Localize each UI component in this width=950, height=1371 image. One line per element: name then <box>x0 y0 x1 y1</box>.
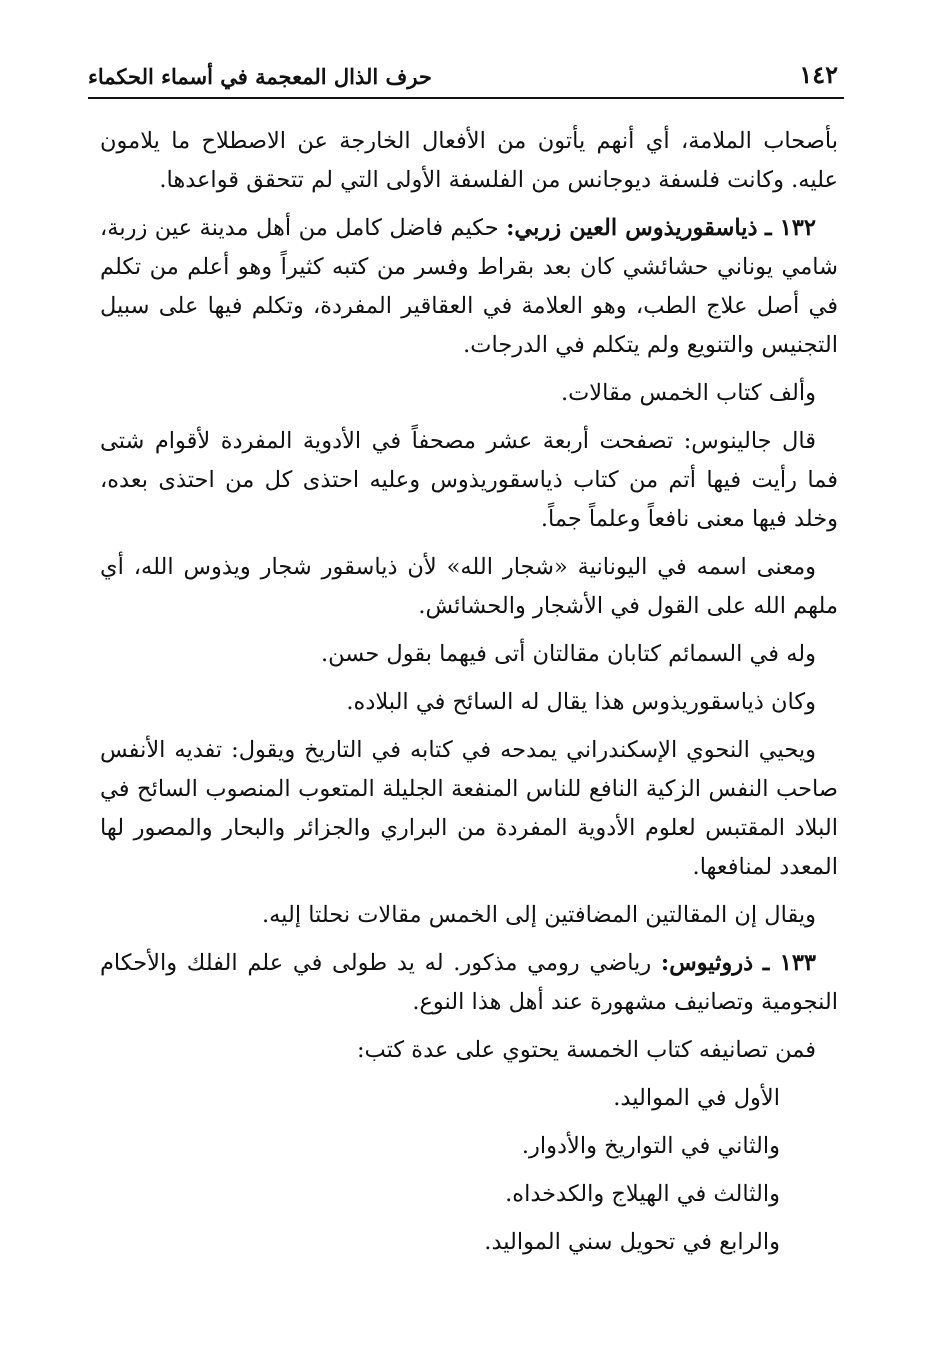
paragraph <box>100 683 838 722</box>
paragraph <box>100 548 838 626</box>
paragraph <box>100 422 838 539</box>
list-item: والثاني في التواريخ والأدوار. <box>521 1133 780 1159</box>
paragraph-text: قال جالينوس: تصفحت أربعة عشر مصحفاً في الأدوية المفردة لأقوام شتى فما رأيت فيها أتم من كتاب ذياسقوريذوس وعليه احتذى كل من احتذى بعده، وخلد فيها معنى نافعاً وعلماً جماً. <box>100 428 838 532</box>
paragraph <box>100 731 838 887</box>
paragraph <box>100 374 838 413</box>
page-number: ١٤٢ <box>799 60 838 89</box>
running-header <box>88 55 844 99</box>
paragraph <box>100 635 838 674</box>
paragraph <box>100 122 838 200</box>
paragraph-text: فمن تصانيفه كتاب الخمسة يحتوي على عدة كتب: <box>356 1037 816 1063</box>
paragraph-text: وكان ذياسقوريذوس هذا يقال له السائح في البلاده. <box>346 689 816 715</box>
paragraph-text: ومعنى اسمه في اليونانية «شجار الله» لأن ذياسقور شجار ويذوس الله، أي ملهم الله على القول في الأشجار والحشائش. <box>100 554 838 619</box>
list-item: والثالث في الهيلاج والكدخداه. <box>505 1181 780 1207</box>
page-body <box>100 122 838 1271</box>
list-item: الأول في المواليد. <box>613 1085 780 1111</box>
paragraph <box>100 1031 838 1070</box>
entry-number: ١٣٢ ـ <box>764 215 816 241</box>
paragraph-text: حكيم فاضل كامل من أهل مدينة عين زربة، شامي يوناني حشائشي كان بعد بقراط وفسر من كتبه كثيراً وهو أعلم من تكلم في أصل علاج الطب، وهو العلامة في العقاقير المفردة، وتكلم فيها على سبيل التجنيس والتنويع ولم يتكلم في الدرجات. <box>100 215 838 358</box>
paragraph-text: ويحيي النحوي الإسكندراني يمدحه في كتابه في التاريخ ويقول: تفديه الأنفس صاحب النفس الزكية النافع للناس المنفعة الجليلة المتعوب المنصوب السائح في البلاد المقتبس لعلوم الأدوية المفردة من البراري والجزائر والبحار والمصور لها المعدد لمنافعها. <box>100 737 838 880</box>
paragraph-text: رياضي رومي مذكور. له يد طولى في علم الفلك والأحكام النجومية وتصانيف مشهورة عند أهل هذا النوع. <box>100 950 838 1015</box>
entry-paragraph <box>100 209 838 365</box>
entry-title: ذياسقوريذوس العين زربي: <box>506 215 758 241</box>
entry-paragraph <box>100 944 838 1022</box>
entry-title: ذروثيوس: <box>660 950 754 976</box>
paragraph-text: وله في السمائم كتابان مقالتان أتى فيهما بقول حسن. <box>320 641 816 667</box>
paragraph-text: وألف كتاب الخمس مقالات. <box>560 380 816 406</box>
entry-number: ١٣٣ ـ <box>762 950 817 976</box>
paragraph <box>100 896 838 935</box>
chapter-title: حرف الذال المعجمة في أسماء الحكماء <box>88 64 432 89</box>
paragraph-text: ويقال إن المقالتين المضافتين إلى الخمس مقالات نحلتا إليه. <box>261 902 816 928</box>
list-item: والرابع في تحويل سني المواليد. <box>484 1229 780 1255</box>
paragraph-text: بأصحاب الملامة، أي أنهم يأتون من الأفعال الخارجة عن الاصطلاح ما يلامون عليه. وكانت فلسفة ديوجانس من الفلسفة الأولى التي لم تتحقق قواعدها. <box>100 128 838 193</box>
